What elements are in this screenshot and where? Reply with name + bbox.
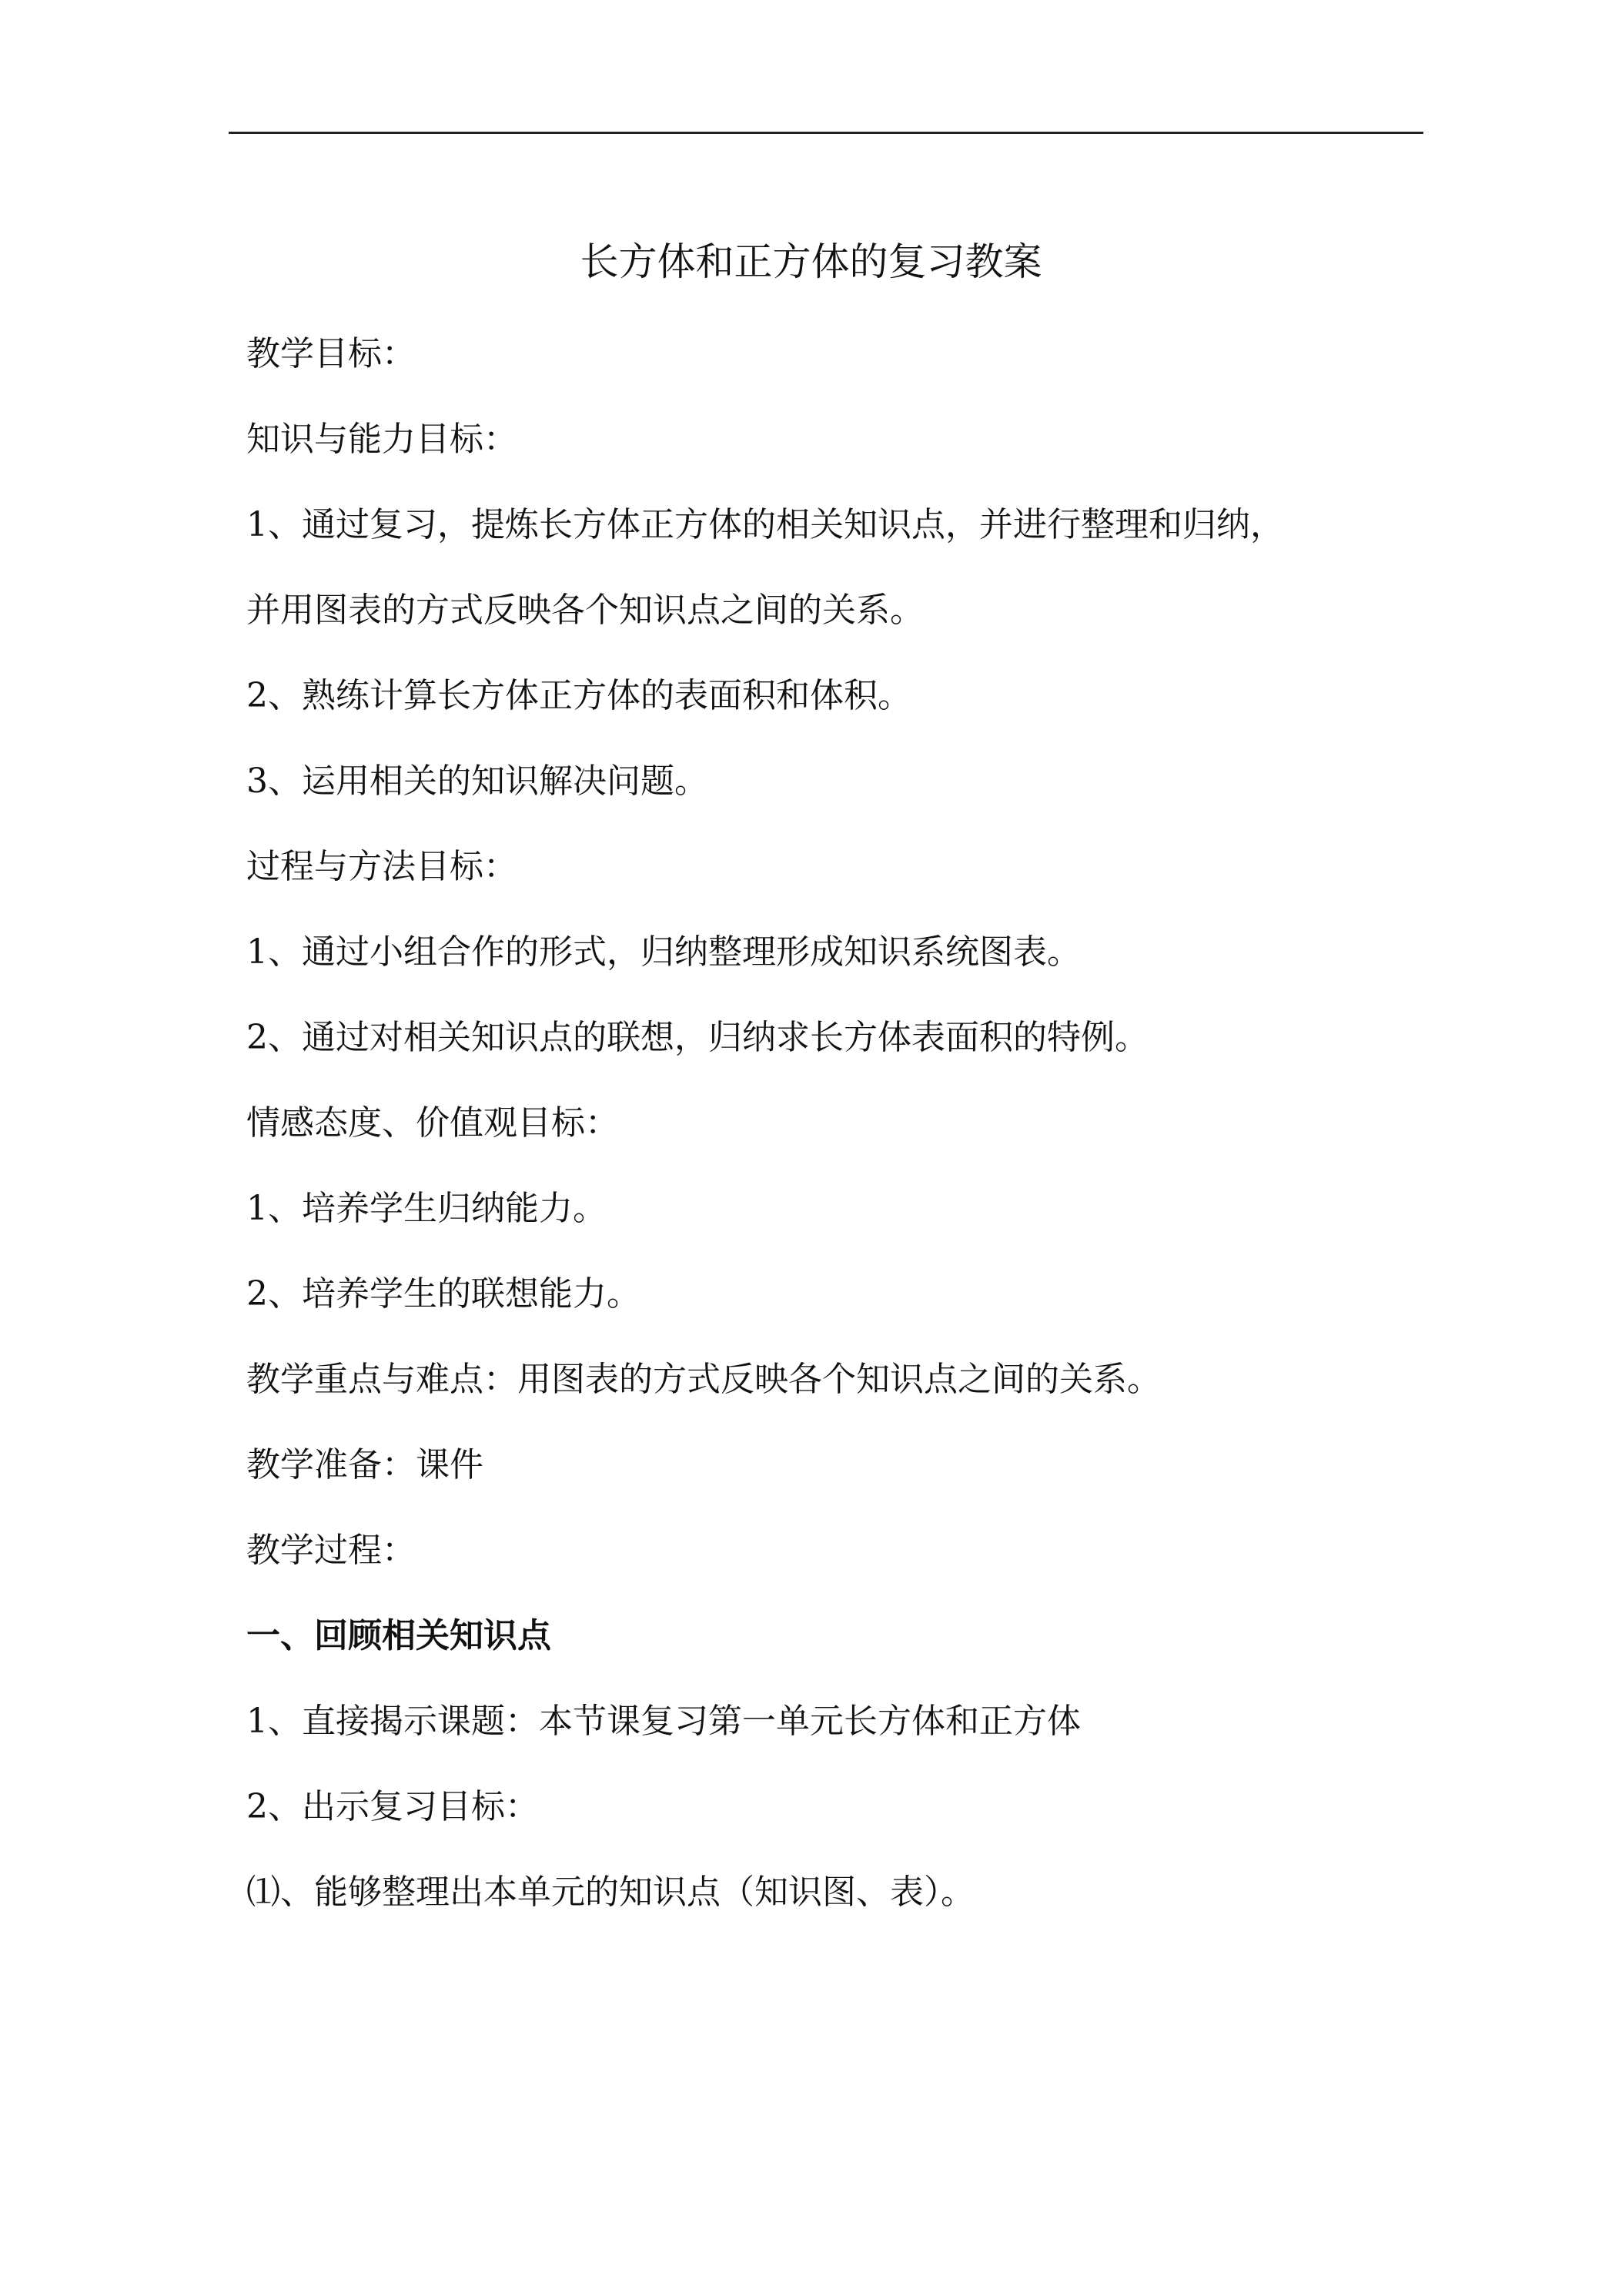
subheading-process-method: 过程与方法目标： [246, 847, 517, 886]
section-heading-process: 教学过程： [246, 1531, 416, 1570]
paragraph-line: 2、培养学生的联想能力。 [246, 1274, 640, 1314]
paragraph-line: 1、直接揭示课题：本节课复习第一单元长方体和正方体 [246, 1702, 1081, 1741]
paragraph-line: 2、熟练计算长方体正方体的表面积和体积。 [246, 676, 911, 715]
paragraph-line: 3、运用相关的知识解决问题。 [246, 761, 708, 801]
paragraph-preparation: 教学准备：课件 [246, 1445, 483, 1484]
paragraph-line: 1、通过小组合作的形式，归纳整理形成知识系统图表。 [246, 932, 1081, 972]
paragraph-line: 2、出示复习目标： [246, 1787, 539, 1826]
paragraph-key-points: 教学重点与难点：用图表的方式反映各个知识点之间的关系。 [246, 1360, 1161, 1399]
subheading-knowledge-ability: 知识与能力目标： [246, 420, 517, 459]
paragraph-line: 1、通过复习，提炼长方体正方体的相关知识点，并进行整理和归纳， [246, 505, 1284, 544]
subheading-attitude-values: 情感态度、价值观目标： [246, 1103, 619, 1143]
document-title: 长方体和正方体的复习教案 [580, 239, 1042, 284]
paragraph-line: 并用图表的方式反映各个知识点之间的关系。 [246, 591, 924, 630]
paragraph-line: ⑴、能够整理出本单元的知识点（知识图、表）。 [246, 1873, 975, 1912]
paragraph-line: 2、通过对相关知识点的联想，归纳求长方体表面积的特例。 [246, 1018, 1149, 1057]
header-rule [229, 132, 1423, 134]
section-heading-review: 一、回顾相关知识点 [246, 1616, 551, 1655]
section-heading-objectives: 教学目标： [246, 334, 416, 373]
paragraph-line: 1、培养学生归纳能力。 [246, 1189, 607, 1228]
